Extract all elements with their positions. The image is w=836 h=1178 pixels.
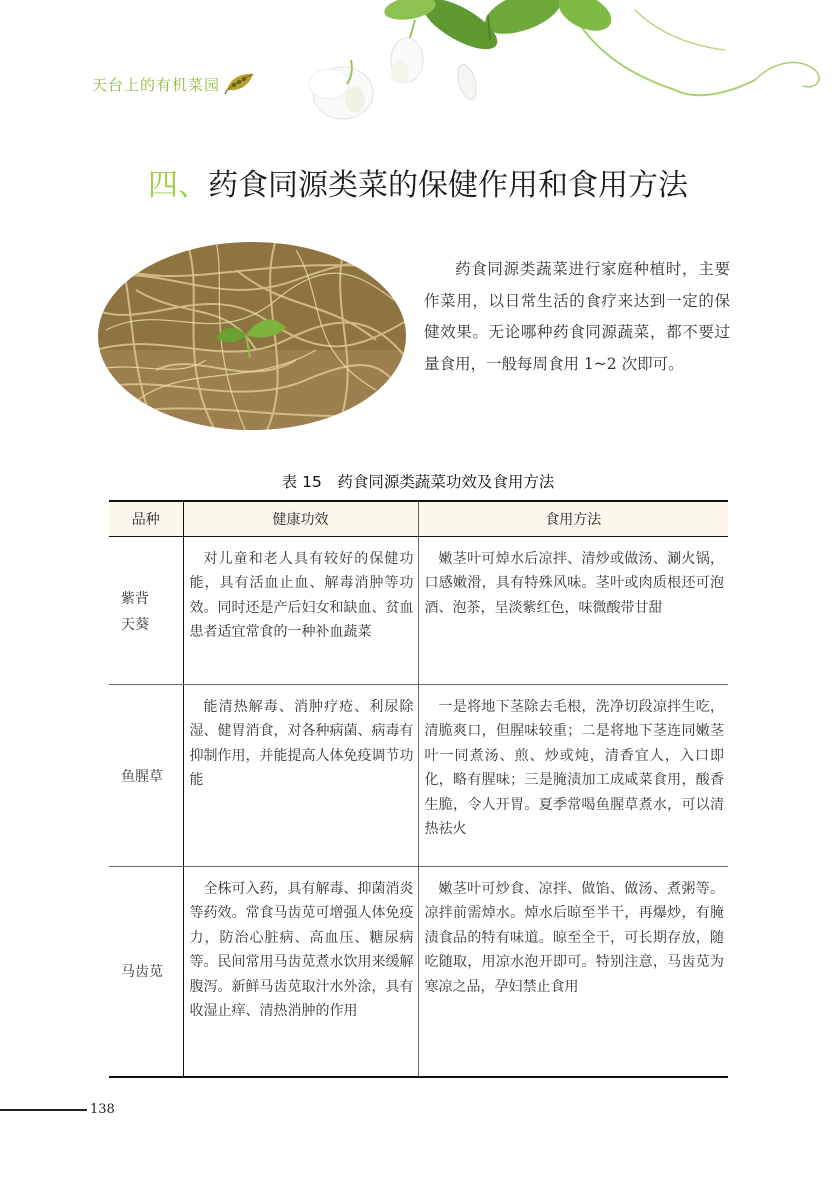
health-effects-cell: 全株可入药，具有解毒、抑菌消炎等药效。常食马齿苋可增强人体免疫力，防治心脏病、高血压、糖尿病等。民间常用马齿苋煮水饮用来缓解腹泻。新鲜马齿苋取汁水外涂，具有收湿止痒、清热消肿的作用 — [183, 867, 418, 1077]
usage-cell: 嫩茎叶可炒食、凉拌、做馅、做汤、煮粥等。凉拌前需焯水。焯水后晾至半干，再爆炒，有腌渍食品的特有味道。晾至全干，可长期存放，随吃随取，用凉水泡开即可。特别注意，马齿苋为寒凉之品，孕妇禁止食用 — [418, 867, 728, 1077]
column-header-usage: 食用方法 — [418, 501, 728, 537]
variety-name-line: 天葵 — [121, 616, 149, 633]
table-caption: 表 15 药食同源类蔬菜功效及食用方法 — [281, 473, 555, 491]
page-number: 138 — [90, 1102, 115, 1117]
health-effects-cell: 对儿童和老人具有较好的保健功能，具有活血止血、解毒消肿等功效。同时还是产后妇女和缺血、贫血患者适宜常食的一种补血蔬菜 — [183, 537, 418, 685]
variety-cell — [109, 537, 183, 685]
usage-cell: 嫩茎叶可焯水后凉拌、清炒或做汤、涮火锅，口感嫩滑，具有特殊风味。茎叶或肉质根还可泡酒、泡茶，呈淡紫红色，味微酸带甘甜 — [418, 537, 728, 685]
variety-cell — [109, 685, 183, 867]
table-row — [109, 867, 728, 1077]
health-effects-cell: 能清热解毒、消肿疗疮、利尿除湿、健胃消食，对各种病菌、病毒有抑制作用，并能提高人体免疫调节功能 — [183, 685, 418, 867]
roots-seedling-photo — [96, 240, 408, 432]
intro-text: 药食同源类蔬菜进行家庭种植时，主要作菜用，以日常生活的食疗来达到一定的保健效果。无论哪种药食同源蔬菜，都不要过量食用，一般每周食用 1~2 次即可。 — [424, 260, 730, 373]
variety-name-line: 马齿苋 — [121, 964, 163, 981]
column-header-variety: 品种 — [109, 501, 183, 537]
variety-cell — [109, 867, 183, 1077]
section-title — [0, 160, 836, 204]
vegetable-table — [109, 500, 728, 1078]
column-header-health-effects: 健康功效 — [183, 501, 418, 537]
intro-paragraph — [424, 254, 730, 380]
variety-name-line: 紫背 — [121, 590, 149, 607]
table-row — [109, 685, 728, 867]
variety-name-line: 鱼腥草 — [121, 768, 163, 785]
section-number: 四、 — [148, 168, 208, 203]
usage-cell: 一是将地下茎除去毛根，洗净切段凉拌生吃，清脆爽口，但腥味较重；二是将地下茎连同嫩茎叶一同煮汤、煎、炒或炖，清香宜人，入口即化，略有腥味；三是腌渍加工成咸菜食用，酸香生脆，令人开胃。夏季常喝鱼腥草煮水，可以清热祛火 — [418, 685, 728, 867]
decorative-pea-leaves — [255, 0, 836, 130]
running-header: 天台上的有机菜园 — [92, 76, 221, 94]
table-row — [109, 537, 728, 685]
section-title-text: 药食同源类菜的保健作用和食用方法 — [208, 168, 688, 203]
pea-pod-icon — [224, 70, 256, 96]
table-header-row — [109, 501, 728, 537]
footer-rule — [0, 1109, 87, 1111]
